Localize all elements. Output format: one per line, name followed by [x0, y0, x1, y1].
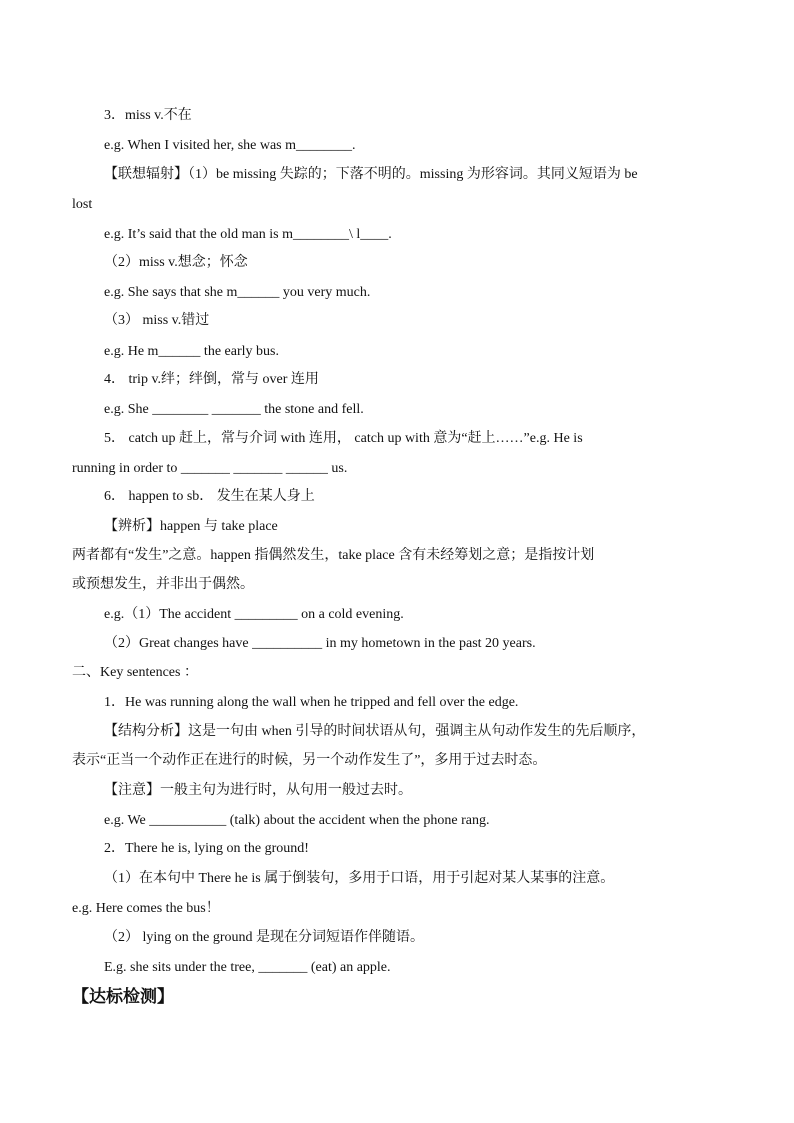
- example-sentence: e.g. When I visited her, she was m________.: [104, 138, 356, 153]
- key-sentence-2: 2．There he is, lying on the ground!: [104, 841, 309, 856]
- example-sentence: e.g. She ________ _______ the stone and fell.: [104, 402, 364, 417]
- example-sentence: （2）Great changes have __________ in my hometown in the past 20 years.: [104, 636, 536, 651]
- distinction-text: 两者都有“发生”之意。happen 指偶然发生，take place 含有未经筹划之意；是指按计划: [72, 548, 595, 563]
- meaning-3: （3） miss v.错过: [104, 313, 210, 328]
- item-6-heading: 6． happen to sb． 发生在某人身上: [104, 489, 315, 504]
- example-sentence: e.g. It’s said that the old man is m________\ l____.: [104, 227, 392, 242]
- distinction-heading: 【辨析】happen 与 take place: [104, 519, 278, 534]
- example-sentence: e.g. Here comes the bus！: [72, 901, 220, 916]
- structure-analysis: 【结构分析】这是一句由 when 引导的时间状语从句，强调主从句动作发生的先后顺序，: [104, 724, 646, 739]
- inversion-note: （1）在本句中 There he is 属于倒装句，多用于口语，用于引起对某人某事的注意。: [104, 871, 615, 886]
- distinction-text-continued: 或预想发生，并非出于偶然。: [72, 577, 254, 592]
- section-heading-assessment: 【达标检测】: [72, 987, 174, 1006]
- item-5-heading: 5． catch up 赶上，常与介词 with 连用， catch up with 意为“赶上……”e.g. He is: [104, 431, 583, 446]
- example-sentence: e.g.（1）The accident _________ on a cold evening.: [104, 607, 404, 622]
- item-3-heading: 3．miss v.不在: [104, 108, 192, 123]
- example-sentence: e.g. She says that she m______ you very much.: [104, 285, 371, 300]
- association-note-continued: lost: [72, 197, 93, 212]
- association-note: 【联想辐射】（1）be missing 失踪的；下落不明的。missing 为形容词。其同义短语为 be: [104, 167, 638, 182]
- meaning-2: （2）miss v.想念；怀念: [104, 255, 248, 270]
- section-heading-key-sentences: 二、Key sentences ：: [72, 665, 198, 680]
- item-4-heading: 4． trip v.绊；绊倒，常与 over 连用: [104, 372, 319, 387]
- participle-note: （2） lying on the ground 是现在分词短语作伴随语。: [104, 930, 425, 945]
- example-sentence: e.g. He m______ the early bus.: [104, 344, 279, 359]
- structure-analysis-continued: 表示“正当一个动作正在进行的时候，另一个动作发生了”，多用于过去时态。: [72, 753, 547, 768]
- key-sentence-1: 1．He was running along the wall when he tripped and fell over the edge.: [104, 695, 519, 710]
- item-5-continued: running in order to _______ _______ ______ us.: [72, 461, 348, 476]
- example-sentence: e.g. We ___________ (talk) about the accident when the phone rang.: [104, 813, 490, 828]
- attention-note: 【注意】一般主句为进行时，从句用一般过去时。: [104, 783, 412, 798]
- example-sentence: E.g. she sits under the tree, _______ (eat) an apple.: [104, 960, 391, 975]
